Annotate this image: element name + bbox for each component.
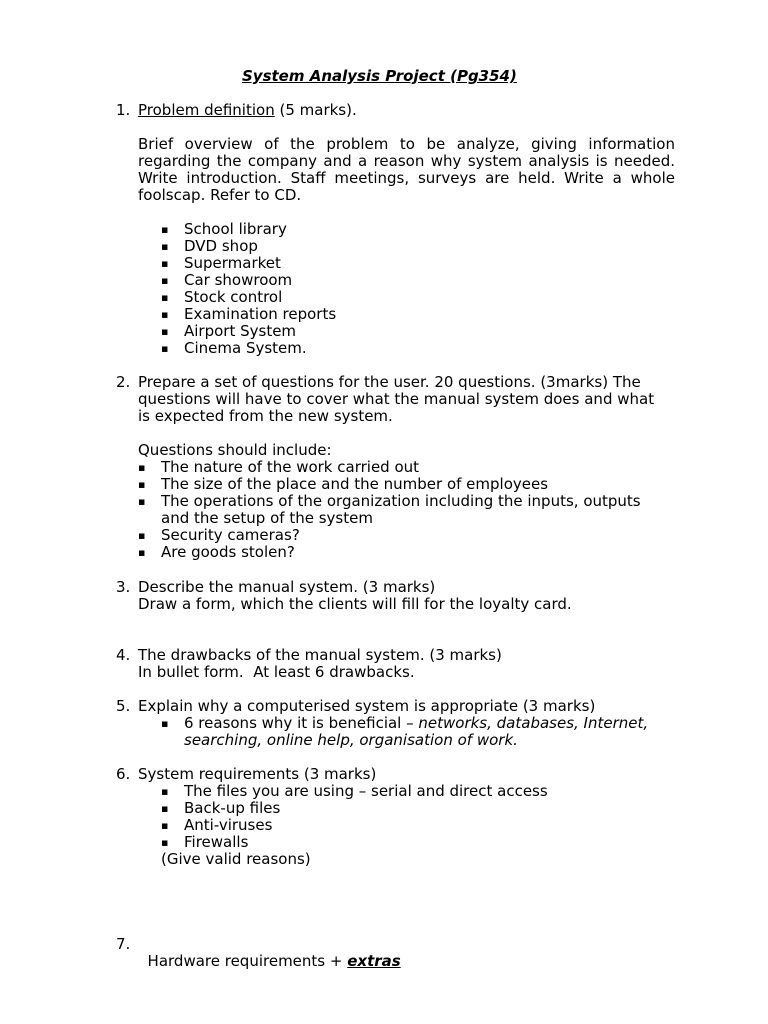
list-item: Firewalls (184, 833, 249, 851)
list-item: Examination reports (184, 305, 337, 323)
list-item: DVD shop (184, 237, 258, 255)
list-item: Security cameras? (161, 526, 300, 544)
item-5-bullet-italic: networks, databases, Internet, (418, 714, 649, 732)
bullet-icon: ▪ (161, 342, 169, 355)
item-1-paragraph: Brief overview of the problem to be analyze, giving information regarding the company and a reason why system analysis is needed. Write introduction. Staff meetings, surveys are held. Write a whole foolscap. Refer to CD. (138, 135, 675, 204)
item-6-note: (Give valid reasons) (161, 850, 311, 868)
list-item: The operations of the organization including the inputs, outputs (161, 492, 641, 510)
item-4-number: 4. (116, 646, 131, 664)
item-3-line: Describe the manual system. (3 marks) (138, 578, 436, 596)
list-item: Cinema System. (184, 339, 307, 357)
item-7-text: Hardware requirements + (147, 952, 348, 970)
item-5-line: Explain why a computerised system is appropriate (3 marks) (138, 697, 596, 715)
item-6-number: 6. (116, 765, 131, 783)
bullet-icon: ▪ (138, 495, 146, 508)
item-3-line: Draw a form, which the clients will fill for the loyalty card. (138, 595, 572, 613)
bullet-icon: ▪ (161, 291, 169, 304)
item-2-line: is expected from the new system. (138, 407, 393, 425)
item-7-line (138, 936, 401, 970)
bullet-icon: ▪ (161, 325, 169, 338)
bullet-icon: ▪ (161, 274, 169, 287)
item-2-subheading: Questions should include: (138, 441, 332, 459)
list-item: Airport System (184, 322, 297, 340)
list-item: Back-up files (184, 799, 281, 817)
item-1-marks: (5 marks). (274, 101, 357, 119)
bullet-icon: ▪ (161, 223, 169, 236)
bullet-icon: ▪ (161, 819, 169, 832)
item-1-heading: Problem definition (138, 101, 275, 119)
item-5-bullet-text: 6 reasons why it is beneficial – (184, 714, 419, 732)
item-5-number: 5. (116, 697, 131, 715)
list-item: Are goods stolen? (161, 543, 295, 561)
item-1-heading-line (138, 102, 357, 119)
bullet-icon: ▪ (138, 529, 146, 542)
list-item: Anti-viruses (184, 816, 273, 834)
list-item: The files you are using – serial and direct access (184, 782, 548, 800)
bullet-icon: ▪ (161, 240, 169, 253)
bullet-icon: ▪ (161, 836, 169, 849)
bullet-icon: ▪ (161, 257, 169, 270)
bullet-icon: ▪ (161, 785, 169, 798)
item-1-number: 1. (116, 101, 131, 119)
list-item: Supermarket (184, 254, 281, 272)
bullet-icon: ▪ (161, 802, 169, 815)
bullet-icon: ▪ (161, 308, 169, 321)
item-4-line: The drawbacks of the manual system. (3 marks) (138, 646, 502, 664)
list-item: School library (184, 220, 287, 238)
list-item: The nature of the work carried out (161, 458, 420, 476)
list-item: The size of the place and the number of employees (161, 475, 549, 493)
item-3-number: 3. (116, 578, 131, 596)
list-item: Car showroom (184, 271, 293, 289)
item-2-line: Prepare a set of questions for the user. 20 questions. (3marks) The (138, 373, 641, 391)
item-7-number: 7. (116, 935, 131, 953)
bullet-icon: ▪ (161, 717, 169, 730)
document-title: System Analysis Project (Pg354) (242, 67, 517, 85)
item-4-line: In bullet form. At least 6 drawbacks. (138, 663, 415, 681)
bullet-icon: ▪ (138, 546, 146, 559)
item-7-emphasis: extras (347, 952, 401, 970)
item-5-bullet-continuation: searching, online help, organisation of work. (184, 731, 518, 749)
bullet-icon: ▪ (138, 461, 146, 474)
list-item: Stock control (184, 288, 283, 306)
item-6-line: System requirements (3 marks) (138, 765, 377, 783)
bullet-icon: ▪ (138, 478, 146, 491)
item-2-line: questions will have to cover what the manual system does and what (138, 390, 655, 408)
item-2-number: 2. (116, 373, 131, 391)
list-item-continuation: and the setup of the system (161, 509, 373, 527)
item-5-bullet (184, 715, 648, 732)
